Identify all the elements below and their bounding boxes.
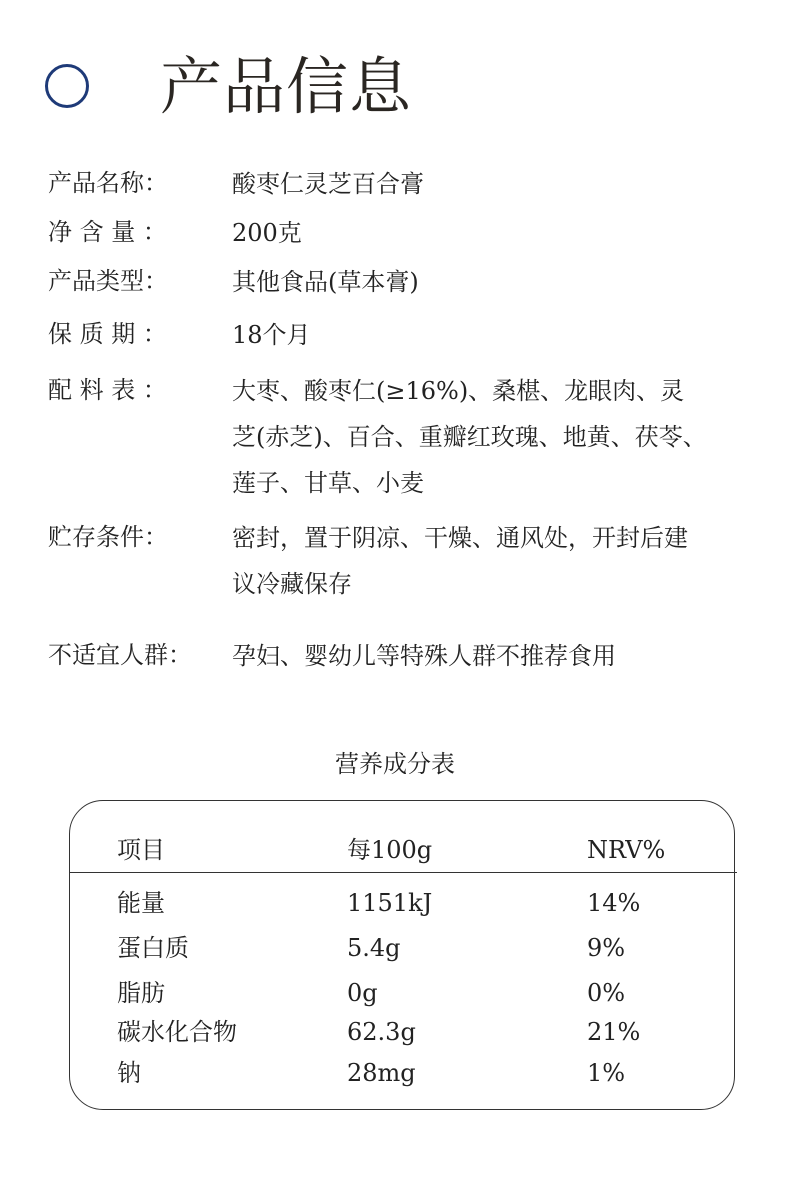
nutrition-cell-nrv: 21% [587, 1018, 641, 1046]
nutrition-cell-item: 钠 [117, 1059, 141, 1087]
nutrition-cell-nrv: 1% [587, 1059, 626, 1087]
nutrition-cell-amount: 62.3g [347, 1018, 416, 1046]
info-label: 产品类型： [48, 267, 168, 295]
nutrition-cell-item: 能量 [117, 889, 165, 917]
nutrition-cell-nrv: 14% [587, 889, 641, 917]
info-value: 18个月 [232, 321, 311, 349]
info-label: 配 料 表 ： [48, 376, 167, 404]
info-value: 200克 [232, 219, 302, 247]
info-value: 酸枣仁灵芝百合膏 [232, 170, 424, 198]
nutrition-header-item: 项目 [117, 836, 165, 864]
nutrition-cell-item: 蛋白质 [117, 934, 189, 962]
nutrition-cell-amount: 5.4g [347, 934, 401, 962]
page-title: 产品信息 [160, 50, 413, 123]
info-value: 密封，置于阴凉、干燥、通风处，开封后建议冷藏保存 [232, 524, 688, 598]
nutrition-cell-nrv: 9% [587, 934, 626, 962]
nutrition-cell-nrv: 0% [587, 979, 626, 1007]
nutrition-cell-item: 碳水化合物 [117, 1018, 237, 1046]
info-value: 孕妇、婴幼儿等特殊人群不推荐食用 [232, 642, 616, 670]
nutrition-cell-amount: 0g [347, 979, 378, 1007]
info-label: 净 含 量 ： [48, 218, 167, 246]
nutrition-table-title: 营养成分表 [335, 750, 455, 778]
nutrition-header-per100g: 每100g [347, 836, 433, 864]
info-label: 不适宜人群： [48, 641, 192, 669]
nutrition-cell-amount: 28mg [347, 1059, 416, 1087]
nutrition-header-divider [69, 872, 737, 873]
info-value: 大枣、酸枣仁(≥16%)、桑椹、龙眼肉、灵芝(赤芝)、百合、重瓣红玫瑰、地黄、茯苓、莲子、甘草、小麦 [232, 377, 707, 497]
nutrition-cell-item: 脂肪 [117, 979, 165, 1007]
nutrition-cell-amount: 1151kJ [347, 889, 433, 917]
info-label: 贮存条件： [48, 523, 168, 551]
circle-bullet-icon [45, 64, 89, 108]
nutrition-header-nrv: NRV% [587, 836, 666, 864]
info-label: 产品名称： [48, 169, 168, 197]
info-label: 保 质 期 ： [48, 320, 167, 348]
info-value: 其他食品(草本膏) [232, 268, 419, 296]
